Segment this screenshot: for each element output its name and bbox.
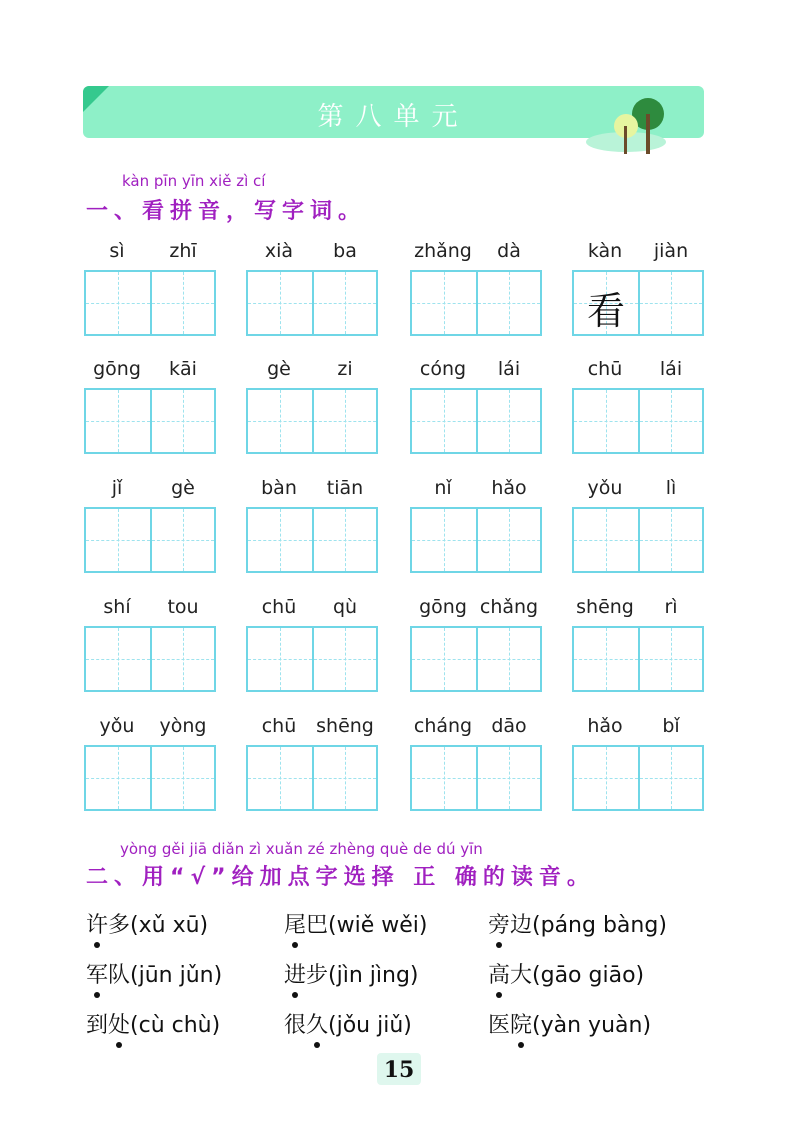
plain-char: 巴 (306, 913, 329, 938)
page-number-box (377, 1053, 421, 1085)
pinyin-syllable: yǒu (99, 715, 135, 737)
writing-box[interactable] (476, 628, 540, 690)
writing-box[interactable] (248, 747, 312, 809)
writing-grid (410, 507, 542, 573)
plain-char: 医 (488, 1013, 511, 1038)
section2-title: 二、用“√”给加点字选择 正 确的读音。 (86, 865, 595, 890)
dotted-char: 高 (488, 958, 510, 989)
writing-box[interactable] (312, 272, 376, 334)
word-cell (84, 477, 216, 577)
reading-options[interactable]: (yàn yuàn) (532, 1013, 652, 1038)
pinyin-syllable: yòng (159, 715, 207, 737)
writing-grid (246, 388, 378, 454)
pinyin-syllable: gè (267, 358, 291, 380)
word-cell (84, 596, 216, 696)
writing-grid (84, 507, 216, 573)
pinyin-syllable: dà (497, 240, 521, 262)
writing-box[interactable] (86, 390, 150, 452)
unit-banner (83, 86, 704, 138)
pinyin-syllable: lái (659, 358, 683, 380)
pinyin-syllable: chǎng (479, 596, 539, 618)
pinyin-syllable: hǎo (587, 715, 623, 737)
dotted-char: 院 (510, 1008, 532, 1039)
dotted-char: 久 (306, 1008, 328, 1039)
writing-box[interactable] (412, 747, 476, 809)
pinyin-syllable: kàn (587, 240, 623, 262)
writing-box[interactable] (476, 390, 540, 452)
writing-box[interactable] (412, 509, 476, 571)
writing-box[interactable] (312, 509, 376, 571)
reading-options[interactable]: (jìn jìng) (328, 963, 419, 988)
writing-grid (246, 270, 378, 336)
writing-grid (572, 388, 704, 454)
writing-box[interactable] (150, 509, 214, 571)
writing-box[interactable] (248, 390, 312, 452)
reading-choice[interactable] (488, 1008, 651, 1039)
pinyin-syllable: hǎo (491, 477, 527, 499)
word-cell (572, 358, 704, 458)
word-cell (246, 477, 378, 577)
unit-title: 第八单元 (317, 102, 470, 132)
writing-box[interactable] (248, 509, 312, 571)
writing-box[interactable] (476, 747, 540, 809)
page-number: 15 (383, 1057, 415, 1083)
writing-box[interactable] (476, 509, 540, 571)
reading-options[interactable]: (jūn jǔn) (130, 963, 223, 988)
writing-box[interactable] (574, 628, 638, 690)
writing-box[interactable] (150, 628, 214, 690)
writing-box[interactable] (312, 628, 376, 690)
word-cell (410, 358, 542, 458)
writing-box[interactable] (476, 272, 540, 334)
writing-box[interactable] (86, 272, 150, 334)
writing-box[interactable] (248, 628, 312, 690)
word-cell (572, 715, 704, 815)
writing-box[interactable] (412, 390, 476, 452)
writing-box[interactable] (248, 272, 312, 334)
word-cell (84, 240, 216, 340)
word-cell (410, 596, 542, 696)
reading-options[interactable]: (cù chù) (130, 1013, 221, 1038)
pinyin-syllable: lì (665, 477, 677, 499)
writing-box[interactable] (312, 390, 376, 452)
reading-choice[interactable] (86, 908, 208, 939)
writing-box[interactable] (86, 509, 150, 571)
word-cell (410, 240, 542, 340)
pinyin-syllable: cóng (419, 358, 467, 380)
writing-grid (410, 388, 542, 454)
word-cell (246, 240, 378, 340)
word-cell (84, 358, 216, 458)
pinyin-syllable: cháng (413, 715, 473, 737)
word-cell (572, 240, 704, 340)
plain-char: 步 (306, 963, 329, 988)
pinyin-syllable: shēng (576, 596, 634, 618)
dotted-char: 尾 (284, 908, 306, 939)
section1-title: 一、看拼音，写字词。 (86, 199, 367, 224)
answer-char: 看 (586, 289, 625, 333)
reading-options[interactable]: (páng bàng) (532, 913, 667, 938)
writing-grid (246, 507, 378, 573)
writing-box[interactable] (312, 747, 376, 809)
writing-grid (410, 745, 542, 811)
pinyin-syllable: shēng (316, 715, 374, 737)
writing-grid (246, 626, 378, 692)
word-cell (572, 596, 704, 696)
pinyin-syllable: chū (587, 358, 623, 380)
writing-box[interactable] (86, 628, 150, 690)
reading-options[interactable]: (wiě wěi) (328, 913, 428, 938)
word-cell (246, 358, 378, 458)
writing-box[interactable] (574, 747, 638, 809)
pinyin-syllable: zi (337, 358, 353, 380)
pinyin-syllable: zhǎng (414, 240, 472, 262)
writing-box[interactable] (574, 272, 638, 334)
word-cell (84, 715, 216, 815)
pinyin-syllable: kāi (169, 358, 197, 380)
writing-box[interactable] (150, 747, 214, 809)
dotted-char: 旁 (488, 908, 510, 939)
writing-box[interactable] (574, 390, 638, 452)
writing-grid (84, 745, 216, 811)
reading-choice[interactable] (488, 958, 644, 989)
word-cell (410, 477, 542, 577)
word-cell (246, 715, 378, 815)
pinyin-syllable: nǐ (434, 477, 452, 499)
pinyin-syllable: shí (103, 596, 131, 618)
writing-grid (572, 626, 704, 692)
reading-choice[interactable] (86, 958, 222, 989)
dotted-char: 进 (284, 958, 306, 989)
plain-char: 队 (108, 963, 131, 988)
plain-char: 大 (510, 963, 533, 988)
pinyin-syllable: lái (497, 358, 521, 380)
pinyin-syllable: qù (332, 596, 358, 618)
writing-grid (246, 745, 378, 811)
plain-char: 多 (108, 913, 131, 938)
plain-char: 到 (86, 1013, 109, 1038)
pinyin-syllable: tiān (326, 477, 364, 499)
pinyin-syllable: gè (171, 477, 195, 499)
writing-box[interactable] (412, 272, 476, 334)
writing-grid (410, 626, 542, 692)
writing-box[interactable] (638, 272, 702, 334)
writing-box[interactable] (150, 272, 214, 334)
reading-options[interactable]: (jǒu jiǔ) (328, 1013, 412, 1038)
pinyin-syllable: gōng (419, 596, 467, 618)
plain-char: 边 (510, 913, 533, 938)
reading-options[interactable]: (gāo giāo) (532, 963, 645, 988)
writing-grid (84, 626, 216, 692)
tree-icon (586, 96, 676, 156)
pinyin-syllable: jǐ (111, 477, 123, 499)
writing-box[interactable] (638, 390, 702, 452)
pinyin-syllable: tou (167, 596, 199, 618)
pinyin-syllable: bàn (261, 477, 297, 499)
pinyin-syllable: ba (333, 240, 357, 262)
dotted-char: 许 (86, 908, 108, 939)
writing-box[interactable] (574, 509, 638, 571)
writing-box[interactable] (638, 509, 702, 571)
writing-grid (84, 270, 216, 336)
writing-box[interactable] (150, 390, 214, 452)
pinyin-syllable: sì (109, 240, 125, 262)
writing-grid (410, 270, 542, 336)
pinyin-syllable: zhī (169, 240, 197, 262)
reading-choice[interactable] (284, 908, 427, 939)
pinyin-syllable: jiàn (653, 240, 689, 262)
reading-options[interactable]: (xǔ xū) (130, 913, 209, 938)
section1-pinyin: kàn pīn yīn xiě zì cí (122, 172, 266, 190)
writing-grid (572, 270, 704, 336)
word-cell (246, 596, 378, 696)
word-cell (572, 477, 704, 577)
plain-char: 很 (284, 1013, 307, 1038)
dotted-char: 处 (108, 1008, 130, 1039)
pinyin-syllable: chū (261, 715, 297, 737)
writing-grid (572, 745, 704, 811)
dotted-char: 军 (86, 958, 108, 989)
pinyin-syllable: yǒu (587, 477, 623, 499)
reading-choice[interactable] (284, 958, 419, 989)
pinyin-syllable: gōng (93, 358, 141, 380)
pinyin-syllable: rì (664, 596, 678, 618)
section2-pinyin: yòng gěi jiā diǎn zì xuǎn zé zhèng què de dú yīn (120, 840, 483, 858)
pinyin-syllable: bǐ (662, 715, 680, 737)
writing-box[interactable] (638, 747, 702, 809)
reading-choice[interactable] (284, 1008, 412, 1039)
reading-choice[interactable] (488, 908, 667, 939)
pinyin-syllable: chū (261, 596, 297, 618)
word-cell (410, 715, 542, 815)
writing-grid (572, 507, 704, 573)
writing-box[interactable] (638, 628, 702, 690)
pinyin-syllable: xià (264, 240, 294, 262)
reading-choice[interactable] (86, 1008, 220, 1039)
writing-grid (84, 388, 216, 454)
writing-box[interactable] (412, 628, 476, 690)
pinyin-syllable: dāo (491, 715, 527, 737)
writing-box[interactable] (86, 747, 150, 809)
